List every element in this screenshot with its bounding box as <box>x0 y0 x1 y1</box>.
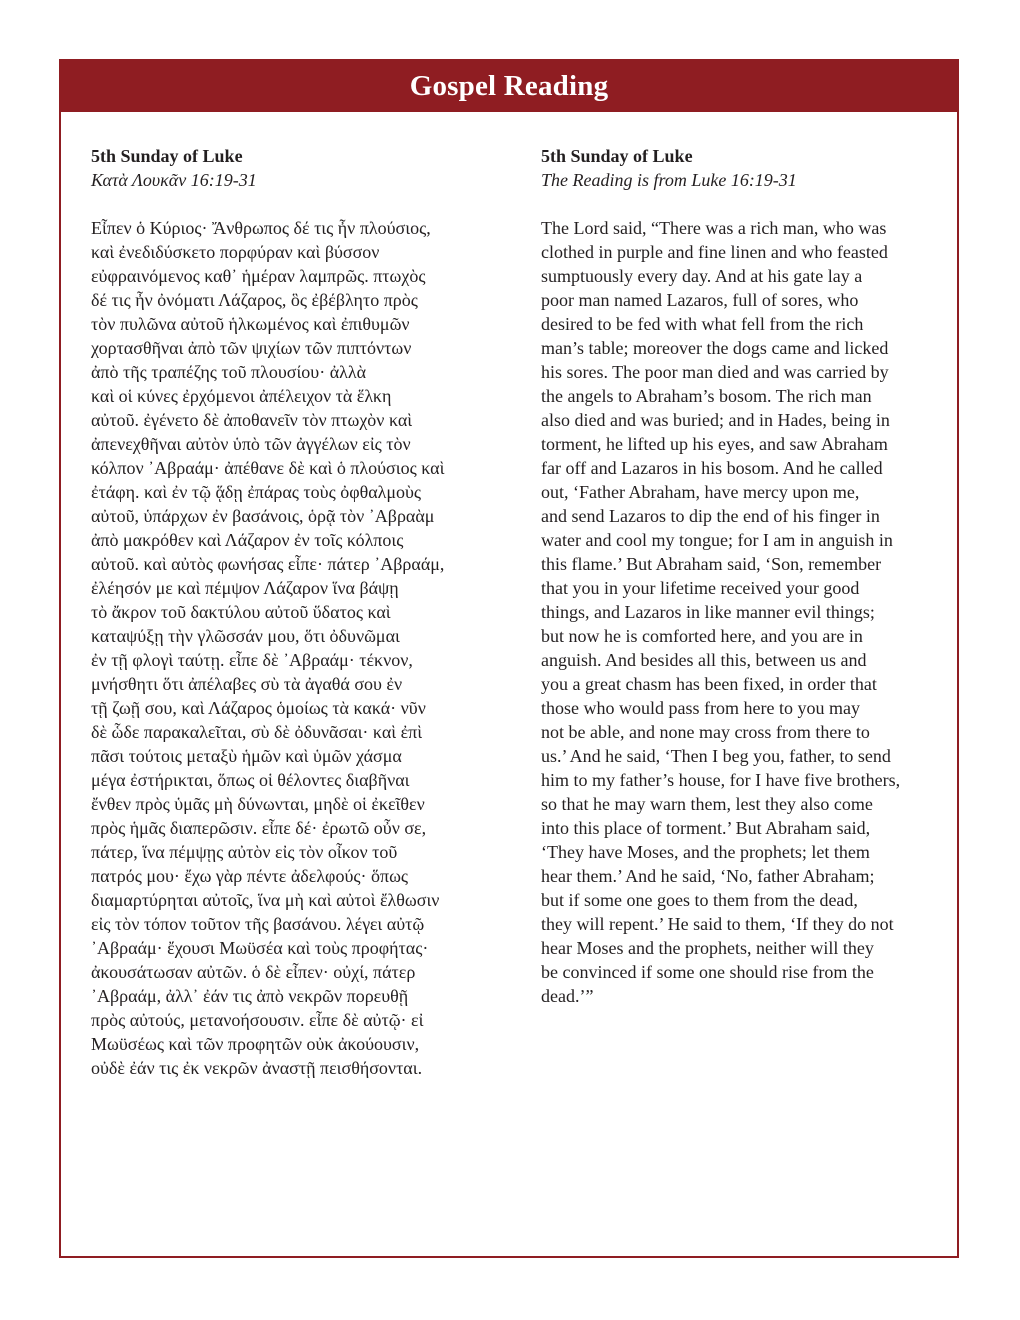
page-title: Gospel Reading <box>409 70 609 102</box>
english-passage-line: this flame.’ But Abraham said, ‘Son, remember <box>541 554 882 574</box>
english-passage-line: also died and was buried; and in Hades, being in <box>541 410 890 430</box>
english-passage-line: ‘They have Moses, and the prophets; let them <box>541 842 870 862</box>
english-passage-line: hear Moses and the prophets, neither will they <box>541 938 874 958</box>
greek-passage-line: ἐτάφη. καὶ ἐν τῷ ᾅδῃ ἐπάρας τοὺς ὀφθαλμοὺς <box>91 482 422 502</box>
english-reference: The Reading is from Luke 16:19-31 <box>541 170 797 190</box>
greek-passage-line: πατρός μου· ἔχω γὰρ πέντε ἀδελφούς· ὅπως <box>91 866 409 886</box>
english-passage-line: his sores. The poor man died and was carried by <box>541 362 889 382</box>
english-passage-line: us.’ And he said, ‘Then I beg you, father, to send <box>541 746 891 766</box>
english-passage-line: be convinced if some one should rise from the <box>541 962 874 982</box>
english-passage-line: things, and Lazaros in like manner evil things; <box>541 602 875 622</box>
english-passage-line: poor man named Lazaros, full of sores, who <box>541 290 859 310</box>
greek-passage-line: Μωϋσέως καὶ τῶν προφητῶν οὐκ ἀκούουσιν, <box>91 1034 420 1054</box>
greek-passage-line: τὸ ἄκρον τοῦ δακτύλου αὐτοῦ ὕδατος καὶ <box>91 602 391 622</box>
greek-passage-line: πρὸς ἡμᾶς διαπερῶσιν. εἶπε δέ· ἐρωτῶ οὖν σε, <box>91 818 427 838</box>
english-column <box>541 144 941 1008</box>
greek-passage-line: διαμαρτύρηται αὐτοῖς, ἵνα μὴ καὶ αὐτοὶ ἔλθωσιν <box>91 890 440 910</box>
english-passage-line: clothed in purple and fine linen and who feasted <box>541 242 888 262</box>
reading-frame <box>59 59 959 1258</box>
english-passage-line: desired to be fed with what fell from the rich <box>541 314 864 334</box>
greek-passage-line: ἀπενεχθῆναι αὐτὸν ὑπὸ τῶν ἀγγέλων εἰς τὸν <box>91 434 411 454</box>
greek-passage-line: μέγα ἐστήρικται, ὅπως οἱ θέλοντες διαβῆναι <box>91 770 410 790</box>
english-passage-line: but if some one goes to them from the dead, <box>541 890 858 910</box>
greek-passage-line: δέ τις ἦν ὀνόματι Λάζαρος, ὃς ἐβέβλητο πρὸς <box>91 290 418 310</box>
english-passage-line: and send Lazaros to dip the end of his finger in <box>541 506 880 526</box>
english-passage-line: not be able, and none may cross from there to <box>541 722 870 742</box>
english-passage <box>541 216 941 1008</box>
english-passage-line: dead.’” <box>541 986 594 1006</box>
english-passage-line: far off and Lazaros in his bosom. And he called <box>541 458 883 478</box>
greek-passage-line: πάτερ, ἵνα πέμψῃς αὐτὸν εἰς τὸν οἶκον τοῦ <box>91 842 398 862</box>
greek-passage-line: ἔνθεν πρὸς ὑμᾶς μὴ δύνωνται, μηδὲ οἱ ἐκεῖθεν <box>91 794 425 814</box>
greek-passage-line: εἰς τὸν τόπον τοῦτον τῆς βασάνου. λέγει αὐτῷ <box>91 914 425 934</box>
english-passage-line: that you in your lifetime received your good <box>541 578 860 598</box>
greek-passage-line: ἐλέησόν με καὶ πέμψον Λάζαρον ἵνα βάψῃ <box>91 578 399 598</box>
greek-passage-line: μνήσθητι ὅτι ἀπέλαβες σὺ τὰ ἀγαθά σου ἐν <box>91 674 403 694</box>
greek-passage-line: ἀκουσάτωσαν αὐτῶν. ὁ δὲ εἶπεν· οὐχί, πάτερ <box>91 962 416 982</box>
english-passage-line: those who would pass from here to you may <box>541 698 860 718</box>
english-passage-line: anguish. And besides all this, between us and <box>541 650 867 670</box>
header-bar <box>61 61 957 112</box>
greek-passage-line: καὶ οἱ κύνες ἐρχόμενοι ἀπέλειχον τὰ ἕλκη <box>91 386 392 406</box>
greek-passage-line: τῇ ζωῇ σου, καὶ Λάζαρος ὁμοίως τὰ κακά· νῦν <box>91 698 426 718</box>
english-passage-line: out, ‘Father Abraham, have mercy upon me, <box>541 482 860 502</box>
greek-passage-line: Εἶπεν ὁ Κύριος· Ἄνθρωπος δέ τις ἦν πλούσιος, <box>91 218 431 238</box>
greek-passage-line: καὶ ἐνεδιδύσκετο πορφύραν καὶ βύσσον <box>91 242 380 262</box>
english-passage-line: torment, he lifted up his eyes, and saw Abraham <box>541 434 888 454</box>
greek-passage-line: εὐφραινόμενος καθ᾿ ἡμέραν λαμπρῶς. πτωχὸς <box>91 266 426 286</box>
greek-passage-line: πᾶσι τούτοις μεταξὺ ἡμῶν καὶ ὑμῶν χάσμα <box>91 746 402 766</box>
greek-reference: Κατὰ Λουκᾶν 16:19-31 <box>91 170 257 190</box>
greek-passage-line: ἀπὸ τῆς τραπέζης τοῦ πλουσίου· ἀλλὰ <box>91 362 367 382</box>
english-passage-line: so that he may warn them, lest they also come <box>541 794 873 814</box>
greek-passage-line: ᾿Αβραάμ· ἔχουσι Μωϋσέα καὶ τοὺς προφήτας· <box>91 938 429 958</box>
greek-column <box>91 144 491 1080</box>
greek-heading: 5th Sunday of Luke <box>91 146 243 166</box>
english-passage-line: hear them.’ And he said, ‘No, father Abraham; <box>541 866 875 886</box>
greek-passage-line: καταψύξῃ τὴν γλῶσσάν μου, ὅτι ὀδυνῶμαι <box>91 626 400 646</box>
english-passage-line: you a great chasm has been fixed, in order that <box>541 674 877 694</box>
greek-passage-line: χορτασθῆναι ἀπὸ τῶν ψιχίων τῶν πιπτόντων <box>91 338 412 358</box>
english-passage-line: man’s table; moreover the dogs came and licked <box>541 338 889 358</box>
greek-passage-line: οὐδὲ ἐάν τις ἐκ νεκρῶν ἀναστῇ πεισθήσονται. <box>91 1058 423 1078</box>
greek-passage-line: αὐτοῦ. ἐγένετο δὲ ἀποθανεῖν τὸν πτωχὸν καὶ <box>91 410 413 430</box>
greek-passage-line: τὸν πυλῶνα αὐτοῦ ἡλκωμένος καὶ ἐπιθυμῶν <box>91 314 410 334</box>
english-passage-line: The Lord said, “There was a rich man, who was <box>541 218 887 238</box>
english-passage-line: him to my father’s house, for I have five brothers, <box>541 770 901 790</box>
greek-passage-line: αὐτοῦ, ὑπάρχων ἐν βασάνοις, ὁρᾷ τὸν ᾿Αβραὰμ <box>91 506 435 526</box>
greek-passage-line: ᾿Αβραάμ, ἀλλ᾿ ἐάν τις ἀπὸ νεκρῶν πορευθῇ <box>91 986 409 1006</box>
greek-passage-line: πρὸς αὐτούς, μετανοήσουσιν. εἶπε δὲ αὐτῷ· εἰ <box>91 1010 424 1030</box>
english-passage-line: but now he is comforted here, and you are in <box>541 626 863 646</box>
english-heading: 5th Sunday of Luke <box>541 146 693 166</box>
english-passage-line: they will repent.’ He said to them, ‘If they do not <box>541 914 894 934</box>
greek-passage-line: ἀπὸ μακρόθεν καὶ Λάζαρον ἐν τοῖς κόλποις <box>91 530 404 550</box>
english-passage-line: sumptuously every day. And at his gate lay a <box>541 266 863 286</box>
english-passage-line: water and cool my tongue; for I am in anguish in <box>541 530 893 550</box>
greek-passage-line: ἐν τῇ φλογὶ ταύτῃ. εἶπε δὲ ᾿Αβραάμ· τέκνον, <box>91 650 413 670</box>
greek-passage-line: αὐτοῦ. καὶ αὐτὸς φωνήσας εἶπε· πάτερ ᾿Αβραάμ, <box>91 554 445 574</box>
english-passage-line: the angels to Abraham’s bosom. The rich man <box>541 386 872 406</box>
greek-passage <box>91 216 491 1080</box>
greek-passage-line: κόλπον ᾿Αβραάμ· ἀπέθανε δὲ καὶ ὁ πλούσιος καὶ <box>91 458 445 478</box>
english-passage-line: into this place of torment.’ But Abraham said, <box>541 818 871 838</box>
greek-passage-line: δὲ ὧδε παρακαλεῖται, σὺ δὲ ὀδυνᾶσαι· καὶ ἐπὶ <box>91 722 423 742</box>
